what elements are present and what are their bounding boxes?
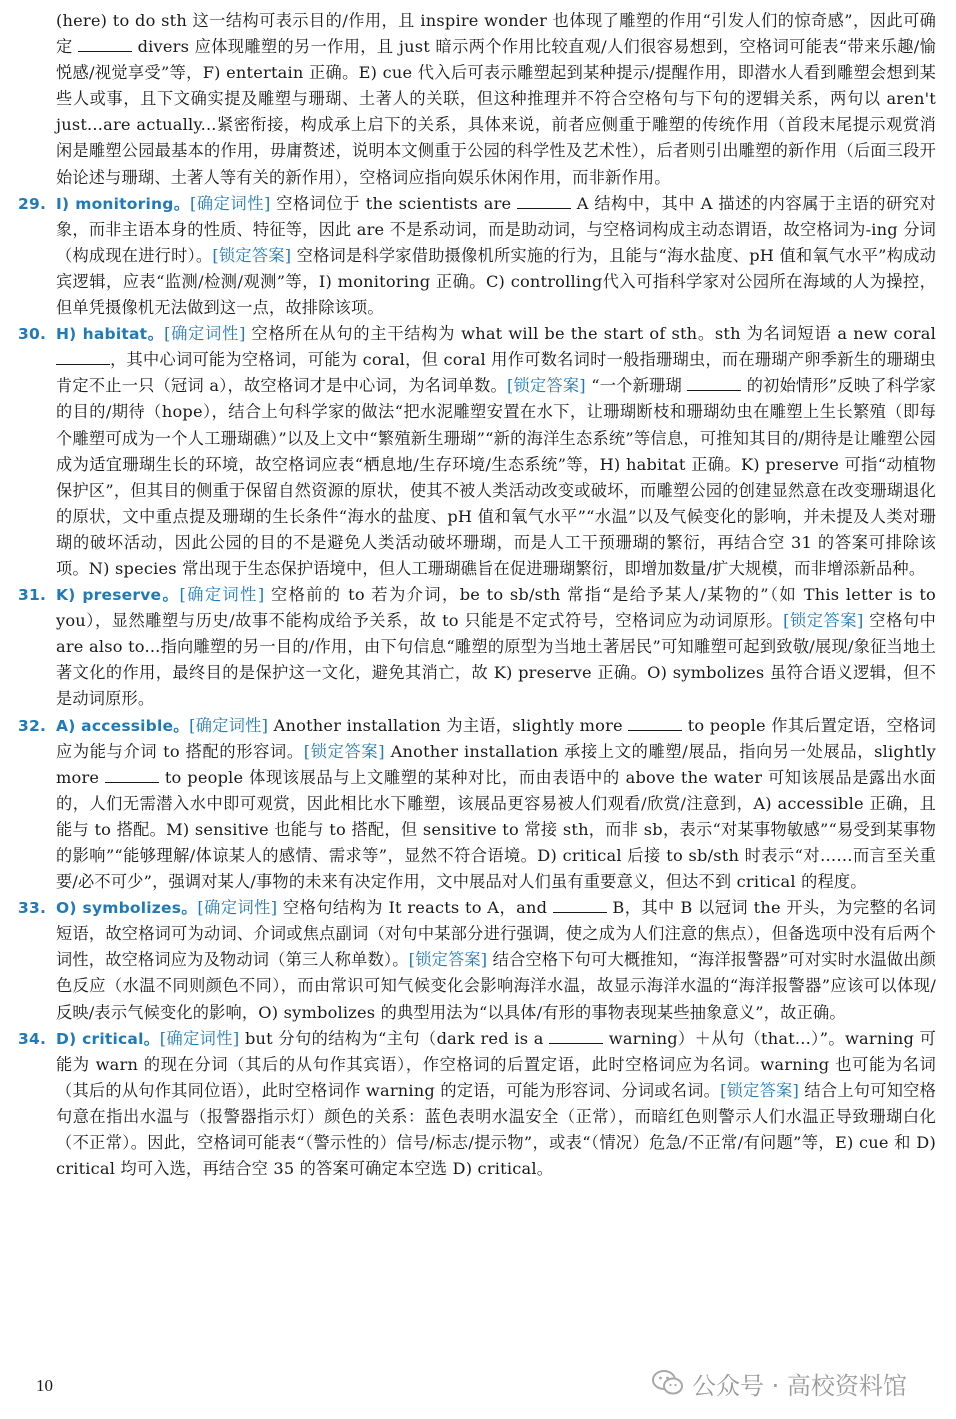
answer-blank bbox=[78, 37, 132, 52]
intro-paragraph: (here) to do sth 这一结构可表示目的/作用，且 inspire wonder 也体现了雕塑的作用“引发人们的惊奇感”，因此可确定 divers 应体现雕塑的另一作用，且 just 暗示两个作用比较直观/人们很容易想到，空格词可能表“带来乐趣/愉悦感/视觉享受”等，F) entertain 正确。E) cue 代入后可表示雕塑起到某种提示/提醒作用，即潜水人看到雕塑会想到某些人或事，且下文确实提及雕塑与珊瑚、土著人的关联，但这种推理并不符合空格句与下句的逻辑关系，两句以 aren't just...are actually...紧密衔接，构成承上启下的关系，具体来说，前者应侧重于雕塑的传统作用（首段末尾提示观赏消闲是雕塑公园最基本的作用，毋庸赘述，说明本文侧重于公园的科学性及艺术性），后者则引出雕塑的新作用（后面三段开始论述与珊瑚、土著人等有关的新作用），空格词应指向娱乐休闲作用，而非新作用。 bbox=[56, 11, 936, 187]
wechat-icon bbox=[652, 1369, 684, 1397]
item-answer: K) preserve。 bbox=[56, 586, 180, 605]
item-number: 33. bbox=[18, 899, 47, 918]
item-answer: O) symbolizes。 bbox=[56, 899, 198, 918]
item-answer: D) critical。 bbox=[56, 1029, 160, 1048]
answer-item bbox=[18, 191, 936, 321]
step-tag: [确定词性] bbox=[164, 324, 246, 344]
item-number: 34. bbox=[18, 1029, 47, 1048]
step-tag: [确定词性] bbox=[159, 1028, 240, 1048]
item-explanation: [确定词性] 空格所在从句的主干结构为 what will be the start of sth。sth 为名词短语 a new coral ，其中心词可能为空格词，可能为 coral，但 coral 用作可数名词时一般指珊瑚虫，而在珊瑚产卵季新生的珊瑚虫肯定不止一只（冠词 a），故空格词才是中心词，为名词单数。[锁定答案] “一个新珊瑚 的初始情形”反映了科学家的目的/期待（hope），结合上句科学家的做法“把水泥雕塑安置在水下，让珊瑚断枝和珊瑚幼虫在雕塑上生长繁殖（即每个雕塑可成为一个人工珊瑚礁）”以及上文中“繁殖新生珊瑚”“新的海洋生态系统”等信息，可推知其目的/期待是让雕塑公园成为适宜珊瑚生长的环境，故空格词应表“栖息地/生存环境/生态系统”等，H) habitat 正确。K) preserve 可指“动植物保护区”，但其目的侧重于保留自然资源的原状，使其不被人类活动改变或破坏，而雕塑公园的创建显然意在改变珊瑚退化的原状，文中重点提及珊瑚的生长条件“海水的盐度、pH 值和氧气水平”“水温”以及气候变化的影响，并未提及人类对珊瑚的破坏活动，因此公园的目的不是避免人类活动破坏珊瑚，而是人工干预珊瑚的繁衍，再结合空 31 的答案可排除该项。N) species 常出现于生态保护语境中，但人工珊瑚礁旨在促进珊瑚繁衍，即增加数量/扩大规模，而非增添新品种。 bbox=[56, 324, 936, 578]
item-number: 29. bbox=[18, 194, 47, 213]
answer-blank bbox=[553, 898, 607, 913]
answer-blank bbox=[517, 194, 571, 209]
answer-blank bbox=[105, 768, 159, 783]
step-tag: [确定词性] bbox=[189, 715, 269, 735]
item-answer: I) monitoring。 bbox=[56, 194, 190, 213]
step-tag: [锁定答案] bbox=[783, 611, 864, 631]
step-tag: [确定词性] bbox=[190, 193, 271, 213]
watermark-text: 公众号 · 高校资料馆 bbox=[692, 1371, 907, 1400]
answer-item bbox=[18, 1026, 936, 1183]
item-explanation: [确定词性] but 分句的结构为“主句（dark red is a warning）＋从句（that...）”。warning 可能为 warn 的现在分词（其后的从句作其宾语），作空格词的后置定语，此时空格词应为名词。warning 也可能为名词（其后的从句作其同位语），此时空格词作 warning 的定语，可能为形容词、分词或名词。[锁定答案] 结合上句可知空格句意在指出水温与（报警器指示灯）颜色的关系：蓝色表明水温安全（正常），而暗红色则警示人们水温正导致珊瑚白化（不正常）。因此，空格词可能表“（警示性的）信号/标志/提示物”，或表“（情况）危急/不正常/有问题”等，E) cue 和 D) critical 均可入选，再结合空 35 的答案可确定本空选 D) critical。 bbox=[56, 1028, 936, 1179]
answer-blank bbox=[628, 716, 682, 731]
step-tag: [确定词性] bbox=[197, 898, 278, 918]
answer-item bbox=[18, 582, 936, 712]
item-number: 32. bbox=[18, 716, 47, 735]
item-list bbox=[18, 191, 936, 1183]
item-number: 31. bbox=[18, 586, 47, 605]
answer-blank bbox=[549, 1029, 603, 1044]
item-explanation: [确定词性] 空格词位于 the scientists are A 结构中，其中 A 描述的内容属于主语的研究对象，而非主语本身的性质、特征等，因此 are 不是系动词，而是助动词，与空格词构成主动态谓语，故空格词为-ing 分词（构成现在进行时）。[锁定答案] 空格词是科学家借助摄像机所实施的行为，且能与“海水盐度、pH 值和氧气水平”构成动宾逻辑，应表“监测/检测/观测”等，I) monitoring 正确。C) controlling代入可指科学家对公园所在海域的人为操控，但单凭摄像机无法做到这一点，故排除该项。 bbox=[56, 193, 937, 318]
step-tag: [锁定答案] bbox=[506, 376, 586, 396]
item-answer: A) accessible。 bbox=[56, 716, 190, 735]
item-explanation: [确定词性] 空格句结构为 It reacts to A，and B，其中 B 以冠词 the 开头，为完整的名词短语，故空格词可为动词、介词或焦点副词（对句中某部分进行强调，使之成为人们注意的焦点），但备选项中没有后两个词性，故空格词应为及物动词（第三人称单数）。[锁定答案] 结合空格下句可大概推知，“海洋报警器”可对实时水温做出颜色反应（水温不同则颜色不同），而由常识可知气候变化会影响海洋水温，故显示海洋水温的“海洋报警器”应该可以体现/反映/表示气候变化的影响，O) symbolizes 的典型用法为“以具体/有形的事物表现某些抽象意义”，故正确。 bbox=[56, 898, 936, 1022]
answer-blank bbox=[56, 350, 110, 365]
step-tag: [确定词性] bbox=[179, 585, 265, 605]
answer-item bbox=[18, 321, 936, 582]
answer-blank bbox=[687, 376, 741, 391]
answer-item bbox=[18, 713, 936, 896]
step-tag: [锁定答案] bbox=[720, 1080, 800, 1100]
watermark bbox=[652, 1366, 907, 1400]
item-answer: H) habitat。 bbox=[56, 325, 165, 344]
answer-item bbox=[18, 895, 936, 1025]
page-number: 10 bbox=[36, 1376, 53, 1395]
item-explanation: [确定词性] Another installation 为主语，slightly more to people 作其后置定语，空格词应为能与介词 to 搭配的形容词。[锁定答案] Another installation 承接上文的雕塑/展品，指向另一处展品，slightly more to people 体现该展品与上文雕塑的某种对比，而由表语中的 above the water 可知该展品是露出水面的，人们无需潜入水中即可观赏，因此相比水下雕塑，该展品更容易被人们观看/欣赏/注意到，A) accessible 正确，且能与 to 搭配。M) sensitive 也能与 to 搭配，但 sensitive to 常接 sth，而非 sb，表示“对某事物敏感”“易受到某事物的影响”“能够理解/体谅某人的感情、需求等”，显然不符合语境。D) critical 后接 to sb/sth 时表示“对……而言至关重要/必不可少”，强调对某人/事物的未来有决定作用，文中展品对人们虽有重要意义，但达不到 critical 的程度。 bbox=[56, 715, 936, 892]
step-tag: [锁定答案] bbox=[212, 245, 292, 265]
answer-explanations bbox=[18, 8, 936, 1182]
item-explanation: [确定词性] 空格前的 to 若为介词，be to sb/sth 常指“是给予某人/某物的”（如 This letter is to you），显然雕塑与历史/故事不能构成给予关系，故 to 只能是不定式符号，空格词应为动词原形。[锁定答案] 空格句中 are also to...指向雕塑的另一目的/作用，由下句信息“雕塑的原型为当地土著居民”可知雕塑可起到致敬/展现/象征当地土著文化的作用，最终目的是保护这一文化，避免其消亡，故 K) preserve 正确。O) symbolizes 虽符合语义逻辑，但不是动词原形。 bbox=[56, 585, 936, 709]
step-tag: [锁定答案] bbox=[408, 950, 488, 970]
item-number: 30. bbox=[18, 325, 47, 344]
step-tag: [锁定答案] bbox=[303, 741, 385, 761]
